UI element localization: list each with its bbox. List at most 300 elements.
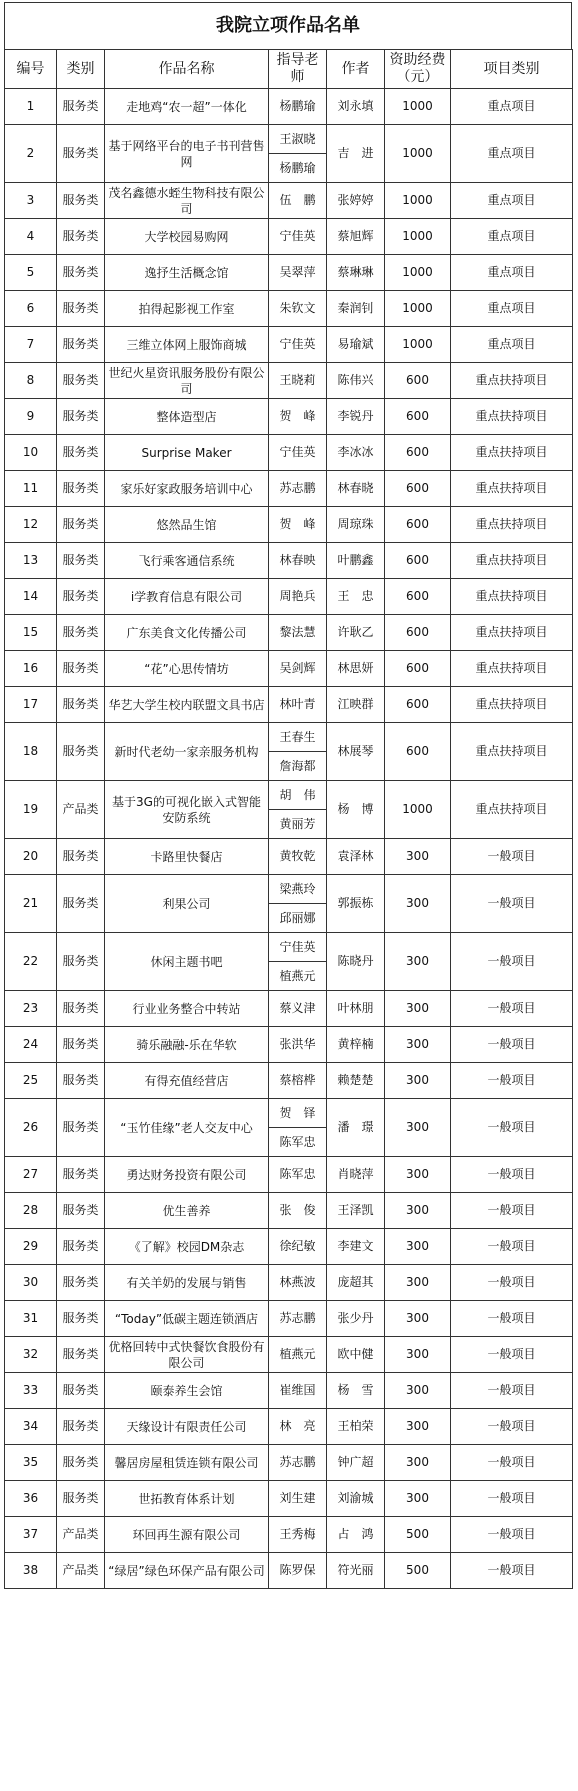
row-number: 24 <box>5 1027 57 1063</box>
row-project-level: 重点扶持项目 <box>451 507 573 543</box>
row-project-level: 一般项目 <box>451 1553 573 1589</box>
row-advisor: 宁佳英 <box>269 327 327 363</box>
table-row <box>5 363 573 399</box>
row-number: 26 <box>5 1099 57 1157</box>
header-author: 作者 <box>327 50 385 89</box>
row-number: 29 <box>5 1229 57 1265</box>
row-category: 服务类 <box>57 1265 105 1301</box>
row-project-level: 一般项目 <box>451 1229 573 1265</box>
row-number: 7 <box>5 327 57 363</box>
project-table <box>4 49 573 1589</box>
row-project-level: 一般项目 <box>451 1099 573 1157</box>
row-project-level: 重点扶持项目 <box>451 723 573 781</box>
row-advisor: 张 俊 <box>269 1193 327 1229</box>
row-category: 服务类 <box>57 651 105 687</box>
row-funding: 600 <box>385 615 451 651</box>
row-number: 28 <box>5 1193 57 1229</box>
row-project-level: 一般项目 <box>451 875 573 933</box>
row-advisor: 植燕元 <box>269 1337 327 1373</box>
row-category: 服务类 <box>57 1063 105 1099</box>
row-work-name: 《了解》校园DM杂志 <box>105 1229 269 1265</box>
table-row <box>5 933 573 962</box>
row-project-level: 一般项目 <box>451 1265 573 1301</box>
table-row <box>5 435 573 471</box>
row-author: 秦润钊 <box>327 291 385 327</box>
row-advisor: 周艳兵 <box>269 579 327 615</box>
row-advisor: 吴剑辉 <box>269 651 327 687</box>
row-project-level: 一般项目 <box>451 1409 573 1445</box>
row-category: 服务类 <box>57 1445 105 1481</box>
row-number: 37 <box>5 1517 57 1553</box>
row-work-name: 广东美食文化传播公司 <box>105 615 269 651</box>
row-author: 李冰冰 <box>327 435 385 471</box>
row-project-level: 重点项目 <box>451 219 573 255</box>
header-project-level: 项目类别 <box>451 50 573 89</box>
row-advisor: 杨鹏瑜 <box>269 89 327 125</box>
row-advisor: 张洪华 <box>269 1027 327 1063</box>
table-row <box>5 1409 573 1445</box>
table-row <box>5 579 573 615</box>
row-advisor: 王淑晓 <box>269 125 327 154</box>
row-author: 陈晓丹 <box>327 933 385 991</box>
row-category: 服务类 <box>57 1229 105 1265</box>
row-work-name: 华艺大学生校内联盟文具书店 <box>105 687 269 723</box>
row-advisor: 伍 鹏 <box>269 183 327 219</box>
row-number: 34 <box>5 1409 57 1445</box>
row-project-level: 重点扶持项目 <box>451 543 573 579</box>
row-author: 王泽凯 <box>327 1193 385 1229</box>
row-work-name: 行业业务整合中转站 <box>105 991 269 1027</box>
row-author: 张婷婷 <box>327 183 385 219</box>
row-funding: 600 <box>385 399 451 435</box>
row-number: 6 <box>5 291 57 327</box>
row-author: 杨 博 <box>327 781 385 839</box>
row-category: 服务类 <box>57 1481 105 1517</box>
row-author: 易瑜斌 <box>327 327 385 363</box>
table-row <box>5 183 573 219</box>
row-number: 30 <box>5 1265 57 1301</box>
table-row <box>5 1337 573 1373</box>
row-advisor: 宁佳英 <box>269 219 327 255</box>
table-row <box>5 291 573 327</box>
row-number: 15 <box>5 615 57 651</box>
row-project-level: 一般项目 <box>451 1337 573 1373</box>
row-funding: 300 <box>385 1157 451 1193</box>
row-funding: 300 <box>385 1229 451 1265</box>
row-advisor: 苏志鹏 <box>269 1301 327 1337</box>
row-work-name: 整体造型店 <box>105 399 269 435</box>
table-row <box>5 1445 573 1481</box>
row-category: 服务类 <box>57 615 105 651</box>
row-category: 服务类 <box>57 875 105 933</box>
row-advisor: 宁佳英 <box>269 933 327 962</box>
table-row <box>5 991 573 1027</box>
row-work-name: 悠然品生馆 <box>105 507 269 543</box>
row-category: 服务类 <box>57 543 105 579</box>
row-funding: 300 <box>385 991 451 1027</box>
row-project-level: 重点扶持项目 <box>451 781 573 839</box>
row-author: 周琼珠 <box>327 507 385 543</box>
row-category: 服务类 <box>57 839 105 875</box>
row-number: 19 <box>5 781 57 839</box>
row-category: 服务类 <box>57 435 105 471</box>
header-work-name: 作品名称 <box>105 50 269 89</box>
row-work-name: 优格回转中式快餐饮食股份有限公司 <box>105 1337 269 1373</box>
row-project-level: 重点扶持项目 <box>451 471 573 507</box>
row-advisor: 吴翠萍 <box>269 255 327 291</box>
row-advisor: 詹海都 <box>269 752 327 781</box>
row-project-level: 重点项目 <box>451 125 573 183</box>
row-work-name: 飞行乘客通信系统 <box>105 543 269 579</box>
table-row <box>5 781 573 810</box>
row-work-name: 三维立体网上服饰商城 <box>105 327 269 363</box>
row-author: 叶林朋 <box>327 991 385 1027</box>
row-project-level: 一般项目 <box>451 991 573 1027</box>
row-work-name: 休闲主题书吧 <box>105 933 269 991</box>
row-funding: 600 <box>385 435 451 471</box>
row-funding: 300 <box>385 1301 451 1337</box>
table-row <box>5 1517 573 1553</box>
row-advisor: 黄丽芳 <box>269 810 327 839</box>
row-category: 服务类 <box>57 579 105 615</box>
row-project-level: 重点项目 <box>451 89 573 125</box>
row-author: 林思妍 <box>327 651 385 687</box>
row-category: 服务类 <box>57 399 105 435</box>
table-row <box>5 1265 573 1301</box>
row-project-level: 重点扶持项目 <box>451 615 573 651</box>
row-work-name: 基于网络平台的电子书刊营售网 <box>105 125 269 183</box>
row-category: 服务类 <box>57 1409 105 1445</box>
row-funding: 300 <box>385 875 451 933</box>
row-author: 庞超其 <box>327 1265 385 1301</box>
row-advisor: 陈罗保 <box>269 1553 327 1589</box>
row-advisor: 黎法慧 <box>269 615 327 651</box>
row-author: 蔡琳琳 <box>327 255 385 291</box>
row-number: 33 <box>5 1373 57 1409</box>
row-author: 林春晓 <box>327 471 385 507</box>
row-work-name: 茂名鑫德水蛭生物科技有限公司 <box>105 183 269 219</box>
row-category: 服务类 <box>57 471 105 507</box>
row-work-name: 环回再生源有限公司 <box>105 1517 269 1553</box>
row-advisor: 苏志鹏 <box>269 1445 327 1481</box>
row-category: 服务类 <box>57 1337 105 1373</box>
row-funding: 300 <box>385 1099 451 1157</box>
row-project-level: 一般项目 <box>451 1193 573 1229</box>
row-category: 服务类 <box>57 1193 105 1229</box>
row-author: 刘永填 <box>327 89 385 125</box>
row-author: 叶鹏鑫 <box>327 543 385 579</box>
row-author: 王 忠 <box>327 579 385 615</box>
row-work-name: “Today”低碳主题连锁酒店 <box>105 1301 269 1337</box>
row-advisor: 梁燕玲 <box>269 875 327 904</box>
row-author: 林展琴 <box>327 723 385 781</box>
row-project-level: 重点扶持项目 <box>451 579 573 615</box>
row-category: 服务类 <box>57 125 105 183</box>
header-funding: 资助经费（元） <box>385 50 451 89</box>
row-advisor: 陈军忠 <box>269 1157 327 1193</box>
row-author: 袁泽林 <box>327 839 385 875</box>
table-row <box>5 651 573 687</box>
row-project-level: 重点扶持项目 <box>451 651 573 687</box>
row-project-level: 一般项目 <box>451 1063 573 1099</box>
row-project-level: 重点扶持项目 <box>451 363 573 399</box>
row-advisor: 邱丽娜 <box>269 904 327 933</box>
table-row <box>5 255 573 291</box>
row-funding: 1000 <box>385 219 451 255</box>
row-author: 郭振栋 <box>327 875 385 933</box>
header-advisor: 指导老师 <box>269 50 327 89</box>
table-row <box>5 471 573 507</box>
row-advisor: 王春生 <box>269 723 327 752</box>
row-funding: 1000 <box>385 89 451 125</box>
row-funding: 600 <box>385 363 451 399</box>
row-work-name: “玉竹佳缘”老人交友中心 <box>105 1099 269 1157</box>
row-advisor: 黄牧乾 <box>269 839 327 875</box>
table-row <box>5 687 573 723</box>
row-number: 4 <box>5 219 57 255</box>
table-row <box>5 1301 573 1337</box>
row-number: 2 <box>5 125 57 183</box>
row-author: 蔡旭辉 <box>327 219 385 255</box>
row-work-name: 利果公司 <box>105 875 269 933</box>
table-row <box>5 1229 573 1265</box>
row-author: 张少丹 <box>327 1301 385 1337</box>
row-category: 服务类 <box>57 363 105 399</box>
row-number: 12 <box>5 507 57 543</box>
table-row <box>5 875 573 904</box>
page-title: 我院立项作品名单 <box>4 2 572 49</box>
table-row <box>5 1063 573 1099</box>
row-number: 35 <box>5 1445 57 1481</box>
row-work-name: Surprise Maker <box>105 435 269 471</box>
row-advisor: 崔维国 <box>269 1373 327 1409</box>
row-advisor: 徐纪敏 <box>269 1229 327 1265</box>
row-category: 服务类 <box>57 1301 105 1337</box>
row-category: 产品类 <box>57 1553 105 1589</box>
row-number: 20 <box>5 839 57 875</box>
row-funding: 300 <box>385 839 451 875</box>
row-work-name: 大学校园易购网 <box>105 219 269 255</box>
row-work-name: i学教育信息有限公司 <box>105 579 269 615</box>
row-funding: 600 <box>385 723 451 781</box>
row-work-name: 有关羊奶的发展与销售 <box>105 1265 269 1301</box>
row-number: 10 <box>5 435 57 471</box>
row-author: 占 鸿 <box>327 1517 385 1553</box>
row-number: 25 <box>5 1063 57 1099</box>
row-number: 23 <box>5 991 57 1027</box>
row-work-name: 优生善养 <box>105 1193 269 1229</box>
row-funding: 600 <box>385 543 451 579</box>
row-funding: 300 <box>385 1063 451 1099</box>
row-advisor: 林燕波 <box>269 1265 327 1301</box>
row-category: 服务类 <box>57 89 105 125</box>
row-advisor: 蔡榕桦 <box>269 1063 327 1099</box>
row-funding: 300 <box>385 1481 451 1517</box>
row-funding: 500 <box>385 1553 451 1589</box>
row-advisor: 贺 峰 <box>269 507 327 543</box>
row-author: 吉 进 <box>327 125 385 183</box>
table-row <box>5 1373 573 1409</box>
row-funding: 1000 <box>385 125 451 183</box>
row-funding: 300 <box>385 1409 451 1445</box>
row-funding: 1000 <box>385 255 451 291</box>
table-row <box>5 1099 573 1128</box>
row-number: 27 <box>5 1157 57 1193</box>
row-project-level: 重点项目 <box>451 255 573 291</box>
row-category: 服务类 <box>57 255 105 291</box>
row-number: 22 <box>5 933 57 991</box>
row-category: 服务类 <box>57 291 105 327</box>
row-project-level: 一般项目 <box>451 1301 573 1337</box>
row-category: 产品类 <box>57 781 105 839</box>
row-project-level: 重点扶持项目 <box>451 399 573 435</box>
row-number: 1 <box>5 89 57 125</box>
row-number: 38 <box>5 1553 57 1589</box>
row-project-level: 一般项目 <box>451 1517 573 1553</box>
row-funding: 1000 <box>385 781 451 839</box>
table-row <box>5 1157 573 1193</box>
row-work-name: 勇达财务投资有限公司 <box>105 1157 269 1193</box>
row-author: 肖晓萍 <box>327 1157 385 1193</box>
row-author: 符光丽 <box>327 1553 385 1589</box>
row-number: 9 <box>5 399 57 435</box>
row-work-name: 馨居房屋租赁连锁有限公司 <box>105 1445 269 1481</box>
row-funding: 300 <box>385 1193 451 1229</box>
row-advisor: 贺 峰 <box>269 399 327 435</box>
row-category: 服务类 <box>57 507 105 543</box>
row-funding: 300 <box>385 1445 451 1481</box>
row-work-name: 骑乐融融-乐在华软 <box>105 1027 269 1063</box>
row-project-level: 一般项目 <box>451 933 573 991</box>
row-work-name: 逸抒生活概念馆 <box>105 255 269 291</box>
row-author: 江映群 <box>327 687 385 723</box>
row-funding: 600 <box>385 651 451 687</box>
row-category: 服务类 <box>57 1099 105 1157</box>
row-number: 21 <box>5 875 57 933</box>
row-work-name: 走地鸡“农一超”一体化 <box>105 89 269 125</box>
row-project-level: 重点项目 <box>451 327 573 363</box>
row-work-name: 天缘设计有限责任公司 <box>105 1409 269 1445</box>
row-advisor: 王晓莉 <box>269 363 327 399</box>
row-funding: 500 <box>385 1517 451 1553</box>
row-advisor: 杨鹏瑜 <box>269 154 327 183</box>
row-funding: 1000 <box>385 183 451 219</box>
row-advisor: 宁佳英 <box>269 435 327 471</box>
row-author: 刘渝城 <box>327 1481 385 1517</box>
row-work-name: 拍得起影视工作室 <box>105 291 269 327</box>
row-number: 14 <box>5 579 57 615</box>
row-funding: 600 <box>385 507 451 543</box>
table-row <box>5 1553 573 1589</box>
row-project-level: 重点扶持项目 <box>451 687 573 723</box>
row-number: 32 <box>5 1337 57 1373</box>
table-row <box>5 399 573 435</box>
row-advisor: 王秀梅 <box>269 1517 327 1553</box>
row-work-name: 颐泰养生会馆 <box>105 1373 269 1409</box>
row-project-level: 一般项目 <box>451 839 573 875</box>
row-work-name: 世纪火星资讯服务股份有限公司 <box>105 363 269 399</box>
table-row <box>5 723 573 752</box>
row-advisor: 贺 铎 <box>269 1099 327 1128</box>
row-advisor: 苏志鹏 <box>269 471 327 507</box>
row-advisor: 胡 伟 <box>269 781 327 810</box>
row-funding: 1000 <box>385 327 451 363</box>
row-category: 服务类 <box>57 327 105 363</box>
row-project-level: 重点项目 <box>451 183 573 219</box>
row-work-name: “绿居”绿色环保产品有限公司 <box>105 1553 269 1589</box>
row-number: 16 <box>5 651 57 687</box>
row-number: 8 <box>5 363 57 399</box>
table-row <box>5 1027 573 1063</box>
row-funding: 1000 <box>385 291 451 327</box>
row-funding: 600 <box>385 579 451 615</box>
row-work-name: 家乐好家政服务培训中心 <box>105 471 269 507</box>
row-category: 服务类 <box>57 933 105 991</box>
row-category: 服务类 <box>57 219 105 255</box>
row-work-name: 有得充值经营店 <box>105 1063 269 1099</box>
row-project-level: 一般项目 <box>451 1027 573 1063</box>
row-author: 杨 雪 <box>327 1373 385 1409</box>
table-row <box>5 1193 573 1229</box>
row-category: 服务类 <box>57 183 105 219</box>
row-number: 18 <box>5 723 57 781</box>
row-funding: 600 <box>385 687 451 723</box>
row-number: 31 <box>5 1301 57 1337</box>
row-category: 服务类 <box>57 723 105 781</box>
row-work-name: 卡路里快餐店 <box>105 839 269 875</box>
table-row <box>5 89 573 125</box>
row-advisor: 蔡义津 <box>269 991 327 1027</box>
table-row <box>5 125 573 154</box>
row-number: 11 <box>5 471 57 507</box>
row-funding: 300 <box>385 1337 451 1373</box>
table-row <box>5 543 573 579</box>
project-list-sheet <box>4 2 572 1589</box>
row-funding: 300 <box>385 1027 451 1063</box>
row-funding: 300 <box>385 1265 451 1301</box>
row-author: 潘 璟 <box>327 1099 385 1157</box>
row-advisor: 陈军忠 <box>269 1128 327 1157</box>
row-author: 李建文 <box>327 1229 385 1265</box>
row-author: 王柏荣 <box>327 1409 385 1445</box>
row-author: 许耿乙 <box>327 615 385 651</box>
row-advisor: 朱钦文 <box>269 291 327 327</box>
row-author: 黄梓楠 <box>327 1027 385 1063</box>
table-row <box>5 327 573 363</box>
header-row <box>5 50 573 89</box>
row-advisor: 林叶青 <box>269 687 327 723</box>
row-category: 产品类 <box>57 1517 105 1553</box>
row-number: 5 <box>5 255 57 291</box>
row-category: 服务类 <box>57 1157 105 1193</box>
row-work-name: 基于3G的可视化嵌入式智能安防系统 <box>105 781 269 839</box>
row-project-level: 一般项目 <box>451 1157 573 1193</box>
row-project-level: 一般项目 <box>451 1481 573 1517</box>
row-author: 赖楚楚 <box>327 1063 385 1099</box>
row-funding: 600 <box>385 471 451 507</box>
row-category: 服务类 <box>57 1373 105 1409</box>
row-advisor: 刘生建 <box>269 1481 327 1517</box>
header-category: 类别 <box>57 50 105 89</box>
row-author: 钟广超 <box>327 1445 385 1481</box>
row-project-level: 重点扶持项目 <box>451 435 573 471</box>
table-row <box>5 1481 573 1517</box>
row-funding: 300 <box>385 933 451 991</box>
row-number: 13 <box>5 543 57 579</box>
row-category: 服务类 <box>57 991 105 1027</box>
row-number: 36 <box>5 1481 57 1517</box>
row-work-name: 新时代老幼一家亲服务机构 <box>105 723 269 781</box>
